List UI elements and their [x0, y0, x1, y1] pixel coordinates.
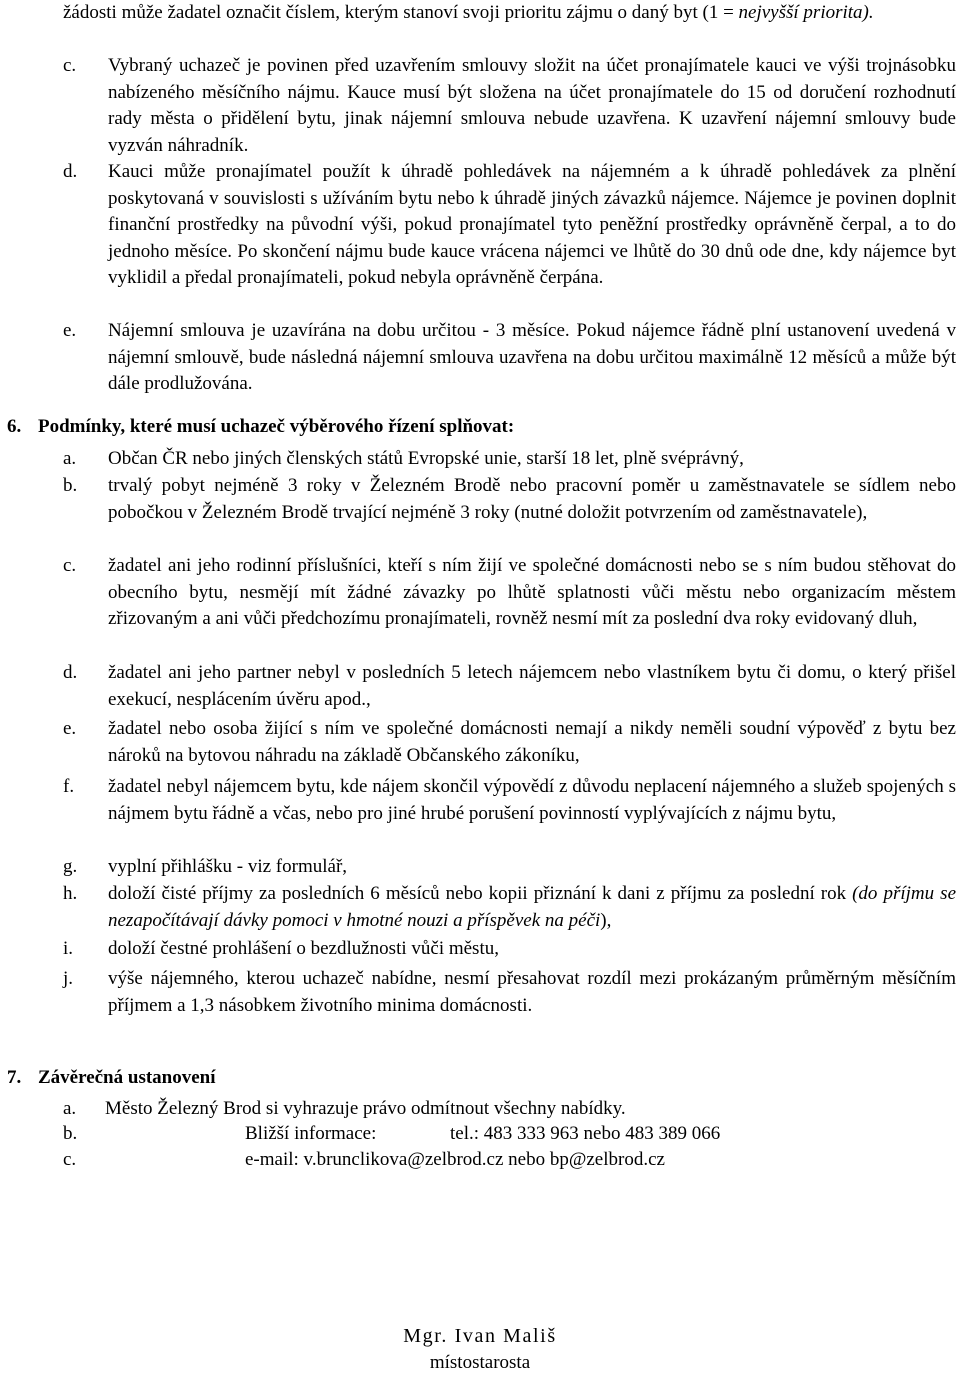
- signature-role: místostarosta: [429, 1352, 531, 1373]
- section6-heading: [7, 414, 514, 441]
- signature-name: Mgr. Ivan Mališ: [403, 1325, 557, 1347]
- section-title: Podmínky, které musí uchazeč výběrového řízení splňovat:: [38, 416, 515, 437]
- item-marker: h.: [63, 883, 78, 904]
- item-text: trvalý pobyt nejméně 3 roky v Železném Brodě nebo pracovní poměr u zaměstnavatele se sídlem nebo pobočkou v Železném Brodě trvající nejméně 3 roky (nutné doložit potvrzením od zaměstnavatele),: [108, 475, 956, 523]
- item-marker: i.: [63, 938, 74, 959]
- section6-item-g: [63, 854, 956, 881]
- item-marker: d.: [63, 161, 78, 182]
- section6-item-h: [63, 881, 956, 934]
- item-marker: c.: [63, 55, 77, 76]
- section5-item-c: [63, 53, 956, 159]
- section5-item-e: [63, 318, 956, 398]
- item-marker: j.: [63, 968, 74, 989]
- item-text: žadatel nebyl nájemcem bytu, kde nájem skončil výpovědí z důvodu neplacení nájemného a služeb spojených s nájmem bytu řádně a včas, nebo pro jiné hrubé porušení povinností vyplývajících z nájmu bytu,: [108, 776, 956, 824]
- item-marker: a.: [63, 448, 77, 469]
- item-text: doloží čestné prohlášení o bezdlužnosti vůči městu,: [108, 938, 499, 959]
- section6-item-a: [63, 446, 956, 473]
- item-text: žadatel ani jeho partner nebyl v posledních 5 letech nájemcem nebo vlastníkem bytu či domu, o který přišel exekucí, nesplácením úvěru apod.,: [108, 662, 956, 710]
- section-number: 6.: [7, 416, 22, 437]
- section7-item-a: [63, 1096, 956, 1123]
- email-addresses: e-mail: v.brunclikova@zelbrod.cz nebo bp@zelbrod.cz: [245, 1149, 665, 1170]
- item-marker: b.: [63, 1123, 78, 1144]
- contact-label: Bližší informace:: [245, 1123, 377, 1144]
- section-number: 7.: [7, 1067, 22, 1088]
- item-marker: c.: [63, 555, 77, 576]
- item-text: Kauci může pronajímatel použít k úhradě pohledávek na nájemném a k úhradě pohledávek za plnění poskytovaná v souvislosti s užíváním bytu nebo k úhradě jiných závazků nájemce. Nájemce je povinen doplnit finanční prostředky na původní výši, pokud pronajímatel tyto peněžní prostředky oprávněně čerpal, a to do jednoho měsíce. Po skončení nájmu bude kauce vrácena nájemci ve lhůtě do 30 dnů ode dne, kdy nájemce byt vyklidil a předal pronajímateli, pokud nebyla oprávněně čerpána.: [108, 161, 956, 288]
- item-text: žadatel ani jeho rodinní příslušníci, kteří s ním žijí ve společné domácnosti nebo se s ním budou stěhovat do obecního bytu, nesmějí mít žádné závazky po lhůtě splatnosti vůči městu nebo organizacím městem zřizovaným a ani vůči předchozímu pronajímateli, rovněž nesmí mít za poslední dva roky evidovaný dluh,: [108, 555, 956, 629]
- section6-item-c: [63, 553, 956, 633]
- section6-item-i: [63, 936, 956, 963]
- intro-italic: nejvyšší priorita).: [738, 2, 874, 23]
- section6-item-b: [63, 473, 956, 526]
- section5-item-d: [63, 159, 956, 292]
- item-marker: a.: [63, 1098, 77, 1119]
- item-text: Vybraný uchazeč je povinen před uzavřením smlouvy složit na účet pronajímatele kauci ve výši trojnásobku nabízeného měsíčního nájmu. Kauce musí být složena na účet pronajímatele do 15 od doručení rozhodnutí rady města o přidělení bytu, jinak nájemní smlouva nebude uzavřena. K uzavření nájemní smlouvy bude vyzván náhradník.: [108, 55, 956, 156]
- item-marker: b.: [63, 475, 78, 496]
- item-italic-note: (do příjmu se nezapočítávají dávky pomoci v hmotné nouzi a příspěvek na péči: [108, 883, 956, 931]
- section6-item-e: [63, 716, 956, 769]
- item-marker: e.: [63, 320, 77, 341]
- item-marker: e.: [63, 718, 77, 739]
- item-text: Občan ČR nebo jiných členských států Evropské unie, starší 18 let, plně svéprávný,: [108, 448, 744, 469]
- section-title: Závěrečná ustanovení: [38, 1067, 216, 1088]
- item-text: Nájemní smlouva je uzavírána na dobu určitou - 3 měsíce. Pokud nájemce řádně plní ustanovení uvedená v nájemní smlouvě, bude následná nájemní smlouva uzavřena na dobu určitou maximálně 12 měsíců a může být dále prodlužována.: [108, 320, 956, 394]
- phone-numbers: tel.: 483 333 963 nebo 483 389 066: [450, 1123, 721, 1144]
- section6-item-j: [63, 966, 956, 1019]
- item-marker: g.: [63, 856, 78, 877]
- item-text: Město Železný Brod si vyhrazuje právo odmítnout všechny nabídky.: [105, 1098, 626, 1119]
- item-text: doloží čisté příjmy za posledních 6 měsíců nebo kopii přiznání k dani z příjmu za poslední rok: [108, 883, 853, 904]
- item-marker: f.: [63, 776, 75, 797]
- item-marker: d.: [63, 662, 78, 683]
- section6-item-f: [63, 774, 956, 827]
- section6-item-d: [63, 660, 956, 713]
- intro-text: žádosti může žadatel označit číslem, kterým stanoví svoji prioritu zájmu o daný byt (1 =: [63, 2, 739, 23]
- item-text: vyplní přihlášku - viz formulář,: [108, 856, 348, 877]
- item-text: žadatel nebo osoba žijící s ním ve společné domácnosti nemají a nikdy neměli soudní výpověď z bytu bez nároků na bytovou náhradu na základě Občanského zákoníku,: [108, 718, 956, 766]
- section5-intro: [63, 0, 956, 27]
- section7-heading: [7, 1065, 216, 1092]
- item-marker: c.: [63, 1149, 77, 1170]
- item-text: výše nájemného, kterou uchazeč nabídne, nesmí přesahovat rozdíl mezi prokázaným průměrným měsíčním příjmem a 1,3 násobkem životního minima domácnosti.: [108, 968, 956, 1016]
- item-text-after: ),: [600, 909, 612, 931]
